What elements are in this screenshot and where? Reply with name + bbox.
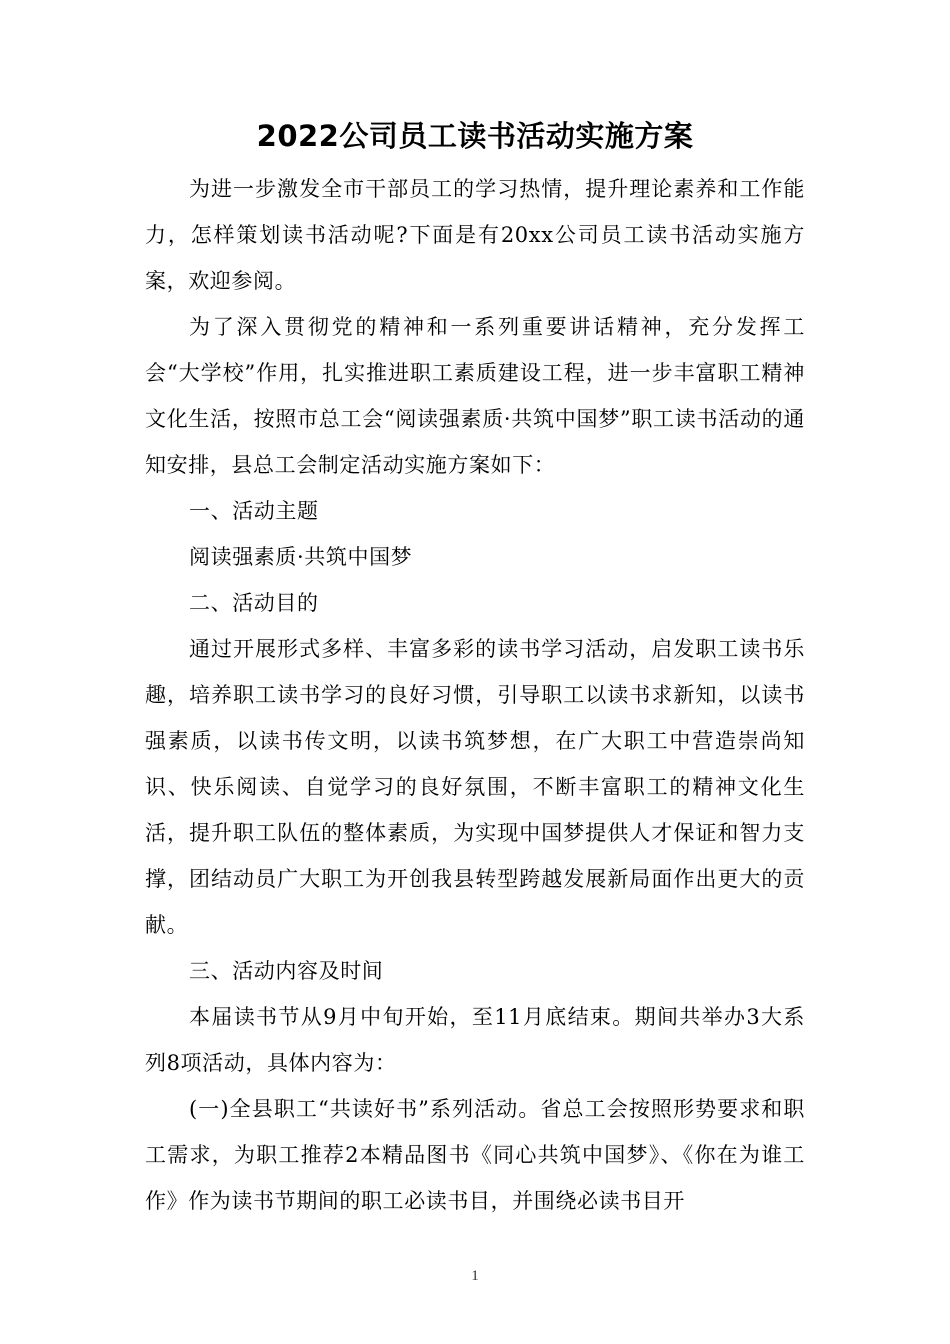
activity-paragraph: (一)全县职工“共读好书”系列活动。省总工会按照形势要求和职工需求，为职工推荐2本精品图书《同心共筑中国梦》、《你在为谁工作》作为读书节期间的职工必读书目，并围绕必读书目开 (145, 1097, 805, 1213)
section-heading-goal: 二、活动目的 (189, 591, 319, 615)
page-number: 1 (471, 1268, 479, 1284)
purpose-paragraph: 为了深入贯彻党的精神和一系列重要讲话精神，充分发挥工会“大学校”作用，扎实推进职工素质建设工程，进一步丰富职工精神文化生活，按照市总工会“阅读强素质·共筑中国梦”职工读书活动的通知安排，县总工会制定活动实施方案如下： (145, 315, 805, 477)
section-heading-content: 三、活动内容及时间 (189, 959, 384, 983)
document-title: 2022公司员工读书活动实施方案 (256, 119, 694, 153)
section-heading-theme: 一、活动主题 (189, 499, 319, 523)
goal-paragraph: 通过开展形式多样、丰富多彩的读书学习活动，启发职工读书乐趣，培养职工读书学习的良好习惯，引导职工以读书求新知，以读书强素质，以读书传文明，以读书筑梦想，在广大职工中营造崇尚知识、快乐阅读、自觉学习的良好氛围，不断丰富职工的精神文化生活，提升职工队伍的整体素质，为实现中国梦提供人才保证和智力支撑，团结动员广大职工为开创我县转型跨越发展新局面作出更大的贡献。 (145, 637, 805, 937)
intro-paragraph: 为进一步激发全市干部员工的学习热情，提升理论素养和工作能力，怎样策划读书活动呢?下面是有20xx公司员工读书活动实施方案，欢迎参阅。 (145, 177, 805, 293)
schedule-paragraph: 本届读书节从9月中旬开始，至11月底结束。期间共举办3大系列8项活动，具体内容为： (145, 1005, 805, 1075)
document-body (145, 166, 805, 1224)
theme-text: 阅读强素质·共筑中国梦 (189, 545, 413, 569)
